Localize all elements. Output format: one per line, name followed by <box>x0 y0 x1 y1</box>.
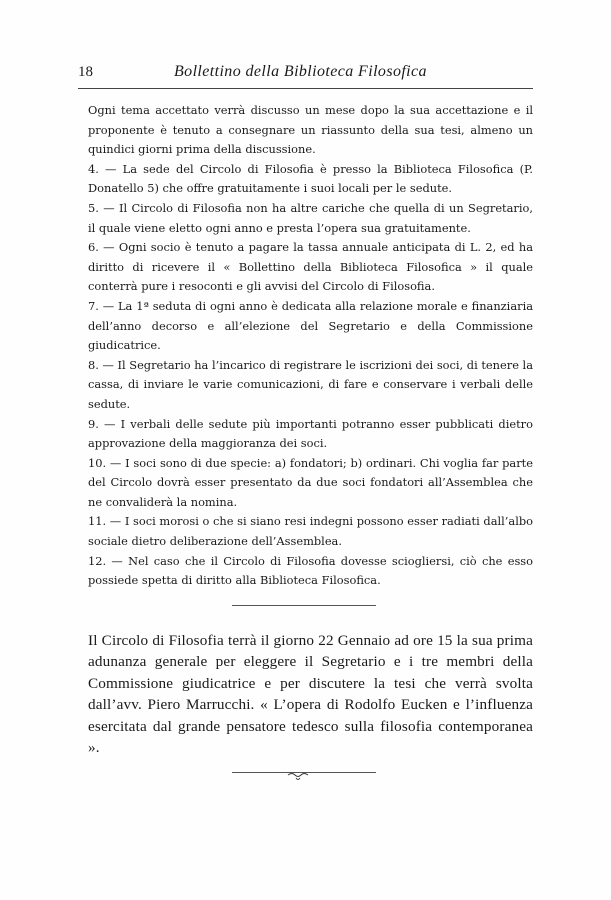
article-12: 12. — Nel caso che il Circolo di Filosofia dovesse sciogliersi, ciò che esso possiede spetta di diritto alla Biblioteca Filosofica. <box>88 553 533 588</box>
article-6: 6. — Ogni socio è tenuto a pagare la tassa annuale anticipata di L. 2, ed ha diritto di ricevere il « Bollettino della Biblioteca Filosofica » il quale conterrà pure i resoconti e gli avvisi del Circolo di Filosofia. <box>88 240 533 294</box>
page-number: 18 <box>78 64 93 80</box>
article-9: 9. — I verbali delle sedute più importanti potranno esser pubblicati dietro approvazione della maggioranza dei soci. <box>88 416 533 451</box>
running-title: Bollettino della Biblioteca Filosofica <box>174 63 427 80</box>
page-header <box>78 62 533 86</box>
article-4: 4. — La sede del Circolo di Filosofia è presso la Biblioteca Filosofica (P. Donatello 5) che offre gratuitamente i suoi locali per le sedute. <box>88 161 533 196</box>
article-11: 11. — I soci morosi o che si siano resi indegni possono esser radiati dall’albo sociale dietro deliberazione dell’Assemblea. <box>88 514 533 549</box>
header-rule <box>78 88 533 89</box>
article-7: 7. — La 1ª seduta di ogni anno è dedicata alla relazione morale e finanziaria dell’anno decorso e all’elezione del Segretario e della Commissione giudicatrice. <box>88 298 533 353</box>
article-continuation: Ogni tema accettato verrà discusso un mese dopo la sua accettazione e il proponente è tenuto a consegnare un riassunto della sua tesi, almeno un quindici giorni prima della discussione. <box>88 103 533 157</box>
section-divider <box>232 605 376 606</box>
article-8: 8. — Il Segretario ha l’incarico di registrare le iscrizioni dei soci, di tenere la cassa, di inviare le varie comunicazioni, di fare e conservare i verbali delle sedute. <box>88 357 533 411</box>
article-5: 5. — Il Circolo di Filosofia non ha altre cariche che quella di un Segretario, il quale viene eletto ogni anno e presta l’opera sua gratuitamente. <box>88 200 533 235</box>
flourish-ornament-icon <box>286 770 310 782</box>
meeting-announcement <box>88 630 533 758</box>
announcement-text: Il Circolo di Filosofia terrà il giorno 22 Gennaio ad ore 15 la sua prima adunanza generale per eleggere il Segretario e i tre membri della Commissione giudicatrice e per discutere la tesi che verrà svolta dall’avv. Piero Marrucchi. « L’opera di Rodolfo Eucken e l’influenza esercitata dal grande pensatore tedesco sulla filosofia contemporanea ». <box>88 632 533 757</box>
article-10: 10. — I soci sono di due specie: a) fondatori; b) ordinari. Chi voglia far parte del Circolo dovrà esser presentato da due soci fondatori all’Assemblea che ne convaliderà la nomina. <box>88 455 533 509</box>
statute-articles <box>88 101 533 591</box>
